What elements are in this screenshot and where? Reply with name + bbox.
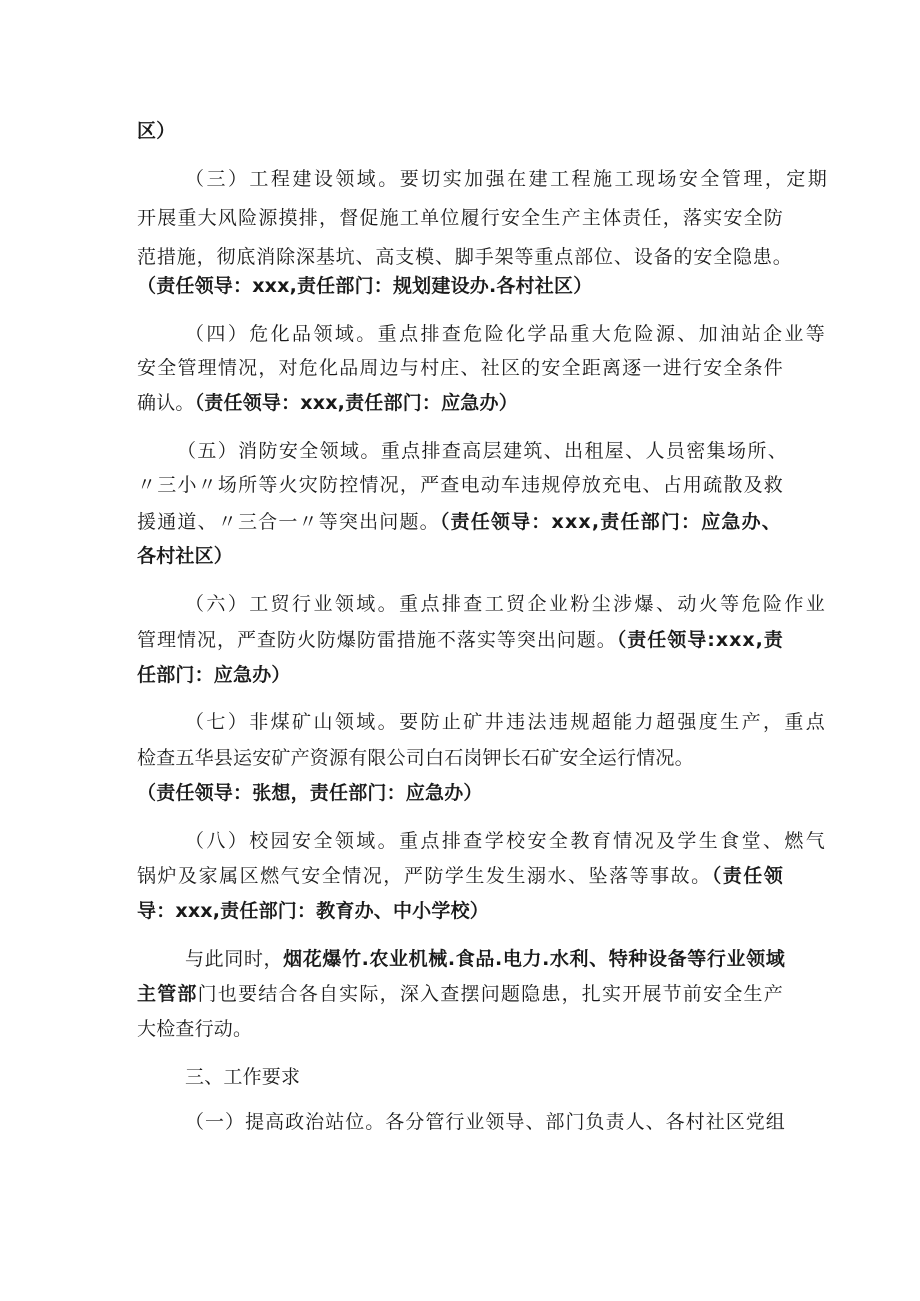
- text-line: [137, 274, 592, 298]
- text-line: [137, 391, 518, 415]
- text-segment: 门也要结合各自实际，深入查摆问题隐患，扎实开展节前安全生产: [197, 983, 784, 1005]
- bold-text-segment: 行业领域: [706, 948, 786, 970]
- text-segment: 管理情况，严查防火防爆防雷措施不落实等突出问题。: [137, 629, 617, 651]
- bold-text-segment: （责任领导：xxx,责任部门：应急办、: [439, 511, 782, 533]
- text-segment: 范措施，彻底消除深基坑、高支模、脚手架等重点部位、设备的安全隐患。: [137, 246, 793, 268]
- text-line: [177, 439, 788, 463]
- text-segment: 〃三小〃场所等火灾防控情况，严查电动车违规停放充电、占用疏散及救: [137, 474, 785, 496]
- text-line: [137, 864, 784, 888]
- text-line: [137, 119, 175, 143]
- bold-text-segment: 任部门：应急办）: [137, 664, 291, 686]
- text-segment: 确认。: [137, 392, 195, 414]
- text-segment: 大检查行动。: [137, 1018, 253, 1040]
- text-line: [137, 206, 784, 230]
- text-line: [137, 356, 784, 380]
- bold-text-segment: 区）: [137, 120, 176, 142]
- text-segment: 开展重大风险源摸排，督促施工单位履行安全生产主体责任，落实安全防: [137, 207, 785, 229]
- text-segment: 与此同时，: [185, 948, 284, 970]
- bold-text-segment: （责任领导：xxx,责任部门：规划建设办.各村社区）: [137, 275, 593, 297]
- text-segment: 锅炉及家属区燃气安全情况，严防学生发生溺水、坠落等事故。: [137, 865, 712, 887]
- text-line: [137, 510, 782, 534]
- text-line: [185, 167, 829, 191]
- bold-text-segment: （责任领导：张想，责任部门：应急办）: [137, 782, 483, 804]
- text-segment: 检查五华县运安矿产资源有限公司白石岗钾长石矿安全运行情况。: [137, 747, 694, 769]
- text-segment: （六）工贸行业领域。重点排查工贸企业粉尘涉爆、动火等危险作业: [185, 593, 828, 615]
- text-segment: （七）非煤矿山领域。要防止矿井违法违规超能力超强度生产，重点: [185, 711, 828, 733]
- bold-text-segment: 主管部: [137, 983, 198, 1005]
- text-line: [185, 1110, 786, 1134]
- text-segment: （八）校园安全领域。重点排查学校安全教育情况及学生食堂、燃气: [185, 830, 828, 852]
- bold-text-segment: 烟花爆竹.农业机械.食品.电力.水利、特种设备等: [283, 948, 707, 970]
- text-line: [137, 899, 489, 923]
- text-line: [185, 592, 827, 616]
- text-line: [137, 245, 793, 269]
- text-line: [137, 663, 291, 687]
- text-segment: （三）工程建设领域。要切实加强在建工程施工现场安全管理，定期: [185, 168, 830, 190]
- text-segment: （一）提高政治站位。各分管行业领导、部门负责人、各村社区党组: [185, 1111, 786, 1133]
- text-line: [137, 781, 483, 805]
- text-line: [185, 1065, 300, 1089]
- bold-text-segment: （责任领: [711, 865, 785, 887]
- text-segment: （四）危化品领域。重点排查危险化学品重大危险源、加油站企业等: [185, 323, 828, 345]
- text-line: [137, 473, 784, 497]
- bold-text-segment: （责任领导：xxx,责任部门：应急办）: [194, 392, 518, 414]
- text-line: [137, 544, 233, 568]
- text-line: [137, 1017, 252, 1041]
- text-line: [137, 982, 784, 1006]
- text-segment: （五）消防安全领域。重点排查高层建筑、出租屋、人员密集场所、: [177, 440, 789, 462]
- bold-text-segment: 各村社区）: [137, 545, 234, 567]
- bold-text-segment: 导：xxx,责任部门：教育办、中小学校）: [137, 900, 489, 922]
- text-line: [137, 628, 784, 652]
- text-line: [185, 710, 827, 734]
- text-line: [185, 322, 827, 346]
- bold-text-segment: （责任领导:xxx,责: [616, 629, 784, 651]
- text-segment: 安全管理情况，对危化品周边与村庄、社区的安全距离逐一进行安全条件: [137, 357, 785, 379]
- text-segment: 三、工作要求: [185, 1066, 301, 1088]
- text-segment: 援通道、〃三合一〃等突出问题。: [137, 511, 440, 533]
- text-line: [185, 829, 827, 853]
- text-line: [185, 947, 785, 971]
- text-line: [137, 746, 694, 770]
